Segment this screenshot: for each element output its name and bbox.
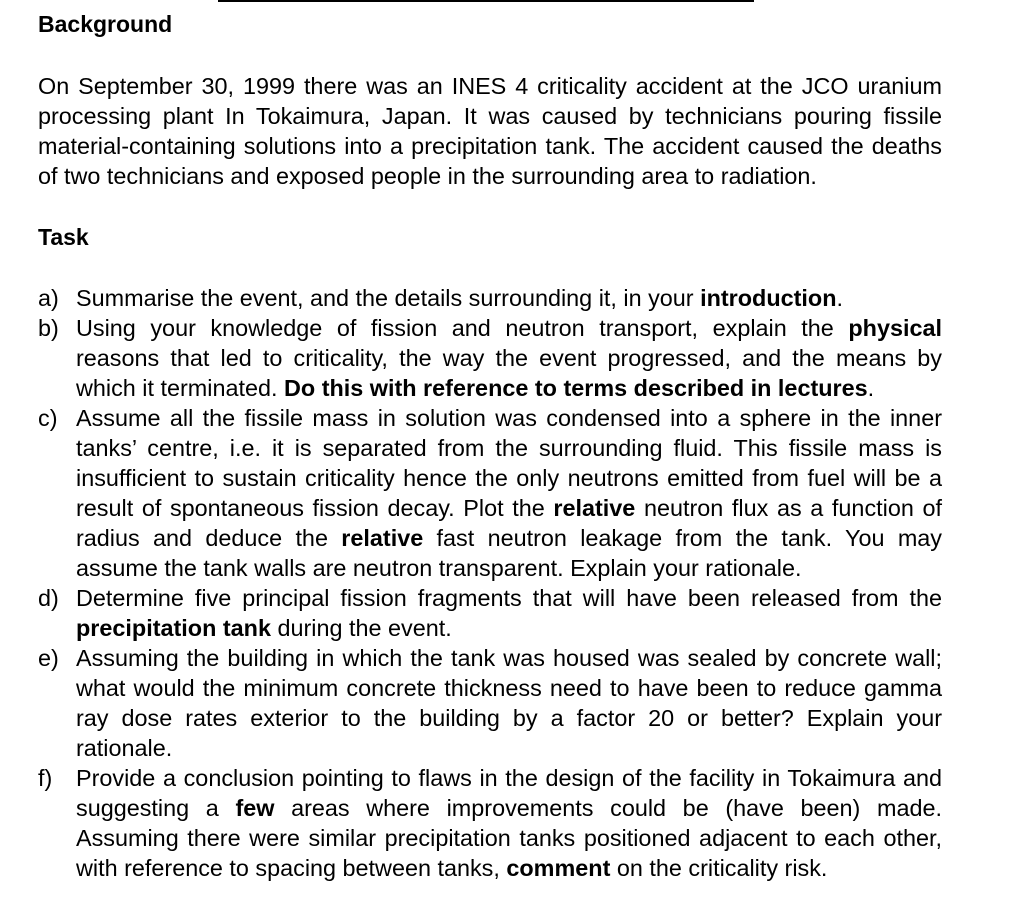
task-list bbox=[38, 283, 942, 883]
task-text-segment: during the event. bbox=[270, 615, 452, 641]
task-item-text bbox=[76, 313, 942, 403]
task-text-segment: Assume all the fissile mass in solution was condensed into a sphere in the inner tanks’ centre, i.e. it is separated from the surrounding fluid. This fissile mass is insufficient to sustain criticality hence the only neutrons emitted from fuel will be a result of spontaneous fission decay. Plot the bbox=[76, 405, 942, 521]
task-heading: Task bbox=[38, 224, 89, 250]
emphasis-text: Do this with reference to terms described in lectures bbox=[284, 375, 868, 401]
emphasis-text: few bbox=[235, 795, 275, 821]
task-text-segment: Using your knowledge of fission and neutron transport, explain the bbox=[76, 315, 849, 341]
task-item-text bbox=[76, 403, 942, 583]
task-item bbox=[38, 643, 942, 763]
task-text-segment: areas where improvements could be (have been) made. Assuming there were similar precipitation tanks positioned adjacent to each other, with reference to spacing between tanks, bbox=[76, 795, 942, 881]
task-item-text bbox=[76, 763, 942, 883]
task-item bbox=[38, 313, 942, 403]
task-item-marker: e) bbox=[38, 645, 59, 671]
emphasis-text: precipitation tank bbox=[76, 615, 271, 641]
emphasis-text: relative bbox=[341, 525, 424, 551]
emphasis-text: introduction bbox=[700, 285, 837, 311]
task-item-marker: c) bbox=[38, 405, 58, 431]
task-text-segment: Summarise the event, and the details surrounding it, in your bbox=[76, 285, 701, 311]
task-text-segment: . bbox=[836, 285, 844, 311]
task-item-marker: a) bbox=[38, 285, 59, 311]
task-text-segment: reasons that led to criticality, the way the event progressed, and the means by which it terminated. bbox=[76, 345, 942, 401]
task-item bbox=[38, 403, 942, 583]
task-text-segment: fast neutron leakage from the tank. You may assume the tank walls are neutron transparent. Explain your rationale. bbox=[76, 525, 943, 581]
task-item bbox=[38, 583, 942, 643]
background-heading: Background bbox=[38, 11, 173, 37]
task-text-segment: neutron flux as a function of radius and deduce the bbox=[76, 495, 942, 551]
emphasis-text: physical bbox=[848, 315, 942, 341]
emphasis-text: comment bbox=[506, 855, 611, 881]
task-text-segment: Assuming the building in which the tank was housed was sealed by concrete wall; what would the minimum concrete thickness need to have been to reduce gamma ray dose rates exterior to the building by a factor 20 or better? Explain your rationale. bbox=[76, 645, 942, 761]
emphasis-text: relative bbox=[553, 495, 636, 521]
task-item-text bbox=[76, 643, 942, 763]
task-item-marker: f) bbox=[38, 765, 53, 791]
task-item bbox=[38, 283, 942, 313]
task-item-marker: d) bbox=[38, 585, 59, 611]
task-item-text bbox=[76, 283, 942, 313]
background-paragraph: On September 30, 1999 there was an INES 4 criticality accident at the JCO uranium processing plant In Tokaimura, Japan. It was caused by technicians pouring fissile material-containing solutions into a precipitation tank. The accident caused the deaths of two technicians and exposed people in the surrounding area to radiation. bbox=[38, 73, 942, 189]
task-text-segment: Determine five principal fission fragments that will have been released from the bbox=[76, 585, 942, 611]
top-rule bbox=[218, 0, 754, 2]
task-text-segment: on the criticality risk. bbox=[610, 855, 828, 881]
task-item-marker: b) bbox=[38, 315, 59, 341]
task-item bbox=[38, 763, 942, 883]
task-item-text bbox=[76, 583, 942, 643]
task-text-segment: Provide a conclusion pointing to flaws in the design of the facility in Tokaimura and suggesting a bbox=[76, 765, 942, 821]
task-text-segment: . bbox=[867, 375, 875, 401]
